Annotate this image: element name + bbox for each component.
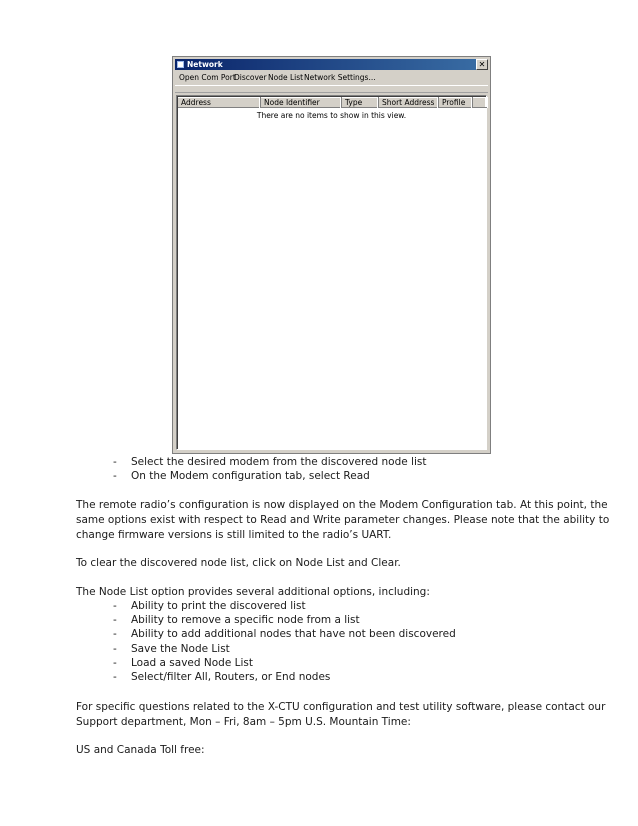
dash-marker: - bbox=[113, 600, 117, 612]
paragraph-clear-list: To clear the discovered node list, click on Node List and Clear. bbox=[76, 557, 401, 569]
menu-discover[interactable]: Discover bbox=[234, 73, 267, 82]
paragraph-line: For specific questions related to the X-CTU configuration and test utility software, please contact our bbox=[76, 701, 606, 713]
paragraph-line: The remote radio’s configuration is now displayed on the Modem Configuration tab. At this point, the bbox=[76, 499, 608, 511]
paragraph-line: Support department, Mon – Fri, 8am – 5pm U.S. Mountain Time: bbox=[76, 716, 411, 728]
dash-marker: - bbox=[113, 671, 117, 683]
step-text: Select the desired modem from the discovered node list bbox=[131, 456, 427, 468]
dash-marker: - bbox=[113, 628, 117, 640]
paragraph-toll-free: US and Canada Toll free: bbox=[76, 744, 205, 756]
option-text: Load a saved Node List bbox=[131, 657, 253, 669]
empty-list-message: There are no items to show in this view. bbox=[256, 111, 407, 120]
dash-marker: - bbox=[113, 643, 117, 655]
paragraph-line: same options exist with respect to Read and Write parameter changes. Please note that the ability to bbox=[76, 514, 610, 526]
paragraph-node-list-options: The Node List option provides several additional options, including: bbox=[76, 586, 430, 598]
node-list-view[interactable] bbox=[176, 95, 487, 450]
dash-marker: - bbox=[113, 657, 117, 669]
toolbar-strip bbox=[175, 85, 488, 93]
column-node-identifier[interactable]: Node Identifier bbox=[261, 97, 342, 108]
paragraph-line: change firmware versions is still limited to the radio’s UART. bbox=[76, 529, 392, 541]
menu-network-settings[interactable]: Network Settings... bbox=[304, 73, 376, 82]
close-icon[interactable]: ✕ bbox=[476, 59, 488, 70]
list-header bbox=[178, 97, 485, 108]
column-type[interactable]: Type bbox=[342, 97, 379, 108]
dash-marker: - bbox=[113, 456, 117, 468]
dialog-menubar bbox=[175, 72, 488, 84]
column-profile[interactable]: Profile bbox=[439, 97, 473, 108]
column-short-address[interactable]: Short Address bbox=[379, 97, 439, 108]
column-filler bbox=[473, 97, 488, 108]
option-text: Select/filter All, Routers, or End nodes bbox=[131, 671, 331, 683]
column-address[interactable]: Address bbox=[178, 97, 261, 108]
dialog-title: Network bbox=[187, 60, 223, 69]
option-text: Ability to print the discovered list bbox=[131, 600, 306, 612]
option-text: Ability to add additional nodes that have not been discovered bbox=[131, 628, 456, 640]
network-dialog-window bbox=[172, 56, 491, 454]
step-text: On the Modem configuration tab, select Read bbox=[131, 470, 370, 482]
window-icon bbox=[177, 61, 184, 68]
menu-open-com-port[interactable]: Open Com Port bbox=[179, 73, 236, 82]
option-text: Save the Node List bbox=[131, 643, 230, 655]
option-text: Ability to remove a specific node from a list bbox=[131, 614, 360, 626]
dash-marker: - bbox=[113, 470, 117, 482]
dash-marker: - bbox=[113, 614, 117, 626]
dialog-titlebar bbox=[175, 59, 488, 70]
menu-node-list[interactable]: Node List bbox=[268, 73, 304, 82]
